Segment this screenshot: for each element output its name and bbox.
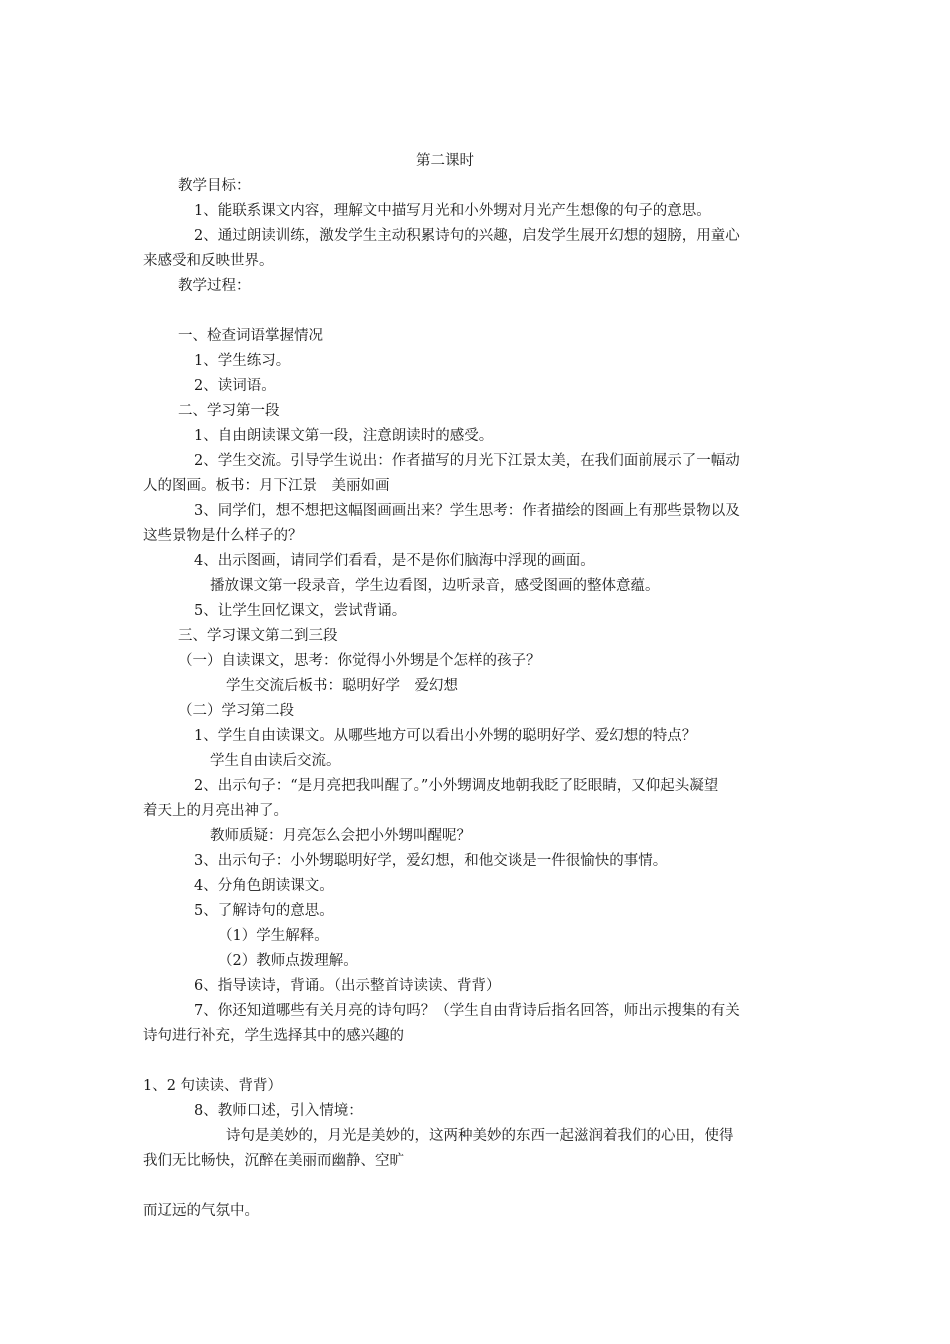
paragraph-line: 7、你还知道哪些有关月亮的诗句吗？（学生自由背诗后指名回答，师出示搜集的有关 [194,1003,740,1019]
paragraph-line: 诗句进行补充，学生选择其中的感兴趣的 [143,1028,404,1044]
paragraph-line: 教师质疑：月亮怎么会把小外甥叫醒呢？ [210,828,471,844]
paragraph-line: 6、指导读诗，背诵。（出示整首诗读读、背背） [194,978,501,994]
paragraph-line: 2、读词语。 [194,378,276,394]
paragraph-line: 8、教师口述，引入情境： [194,1103,363,1119]
paragraph-line: 3、出示句子：小外甥聪明好学，爱幻想，和他交谈是一件很愉快的事情。 [194,853,668,869]
paragraph-line: 1、学生自由读课文。从哪些地方可以看出小外甥的聪明好学、爱幻想的特点？ [194,728,697,744]
section-heading: 教学过程： [178,278,251,294]
paragraph-line: （一）自读课文，思考：你觉得小外甥是个怎样的孩子？ [178,653,541,669]
paragraph-line: （1）学生解释。 [218,928,329,944]
paragraph-line: 播放课文第一段录音，学生边看图，边听录音，感受图画的整体意蕴。 [210,578,660,594]
paragraph-line: 5、让学生回忆课文，尝试背诵。 [194,603,407,619]
section-heading: 教学目标： [178,178,251,194]
paragraph-line: 2、学生交流。引导学生说出：作者描写的月光下江景太美，在我们面前展示了一幅动 [194,453,740,469]
paragraph-line: （2）教师点拨理解。 [218,953,358,969]
paragraph-line: 5、了解诗句的意思。 [194,903,334,919]
paragraph-line: 4、分角色朗读课文。 [194,878,334,894]
paragraph-line: 1、自由朗读课文第一段，注意朗读时的感受。 [194,428,494,444]
paragraph-line: （二）学习第二段 [178,703,294,719]
paragraph-line: 1、学生练习。 [194,353,291,369]
paragraph-line: 1、能联系课文内容，理解文中描写月光和小外甥对月光产生想像的句子的意思。 [194,203,711,219]
section-heading: 一、检查词语掌握情况 [178,328,323,344]
paragraph-line: 学生自由读后交流。 [210,753,341,769]
paragraph-line: 2、出示句子：“是月亮把我叫醒了。”小外甥调皮地朝我眨了眨眼睛，又仰起头凝望 [194,778,719,794]
paragraph-line: 4、出示图画，请同学们看看，是不是你们脑海中浮现的画面。 [194,553,595,569]
paragraph-line: 3、同学们，想不想把这幅图画画出来？学生思考：作者描绘的图画上有那些景物以及 [194,503,740,519]
paragraph-line: 人的图画。板书：月下江景 美丽如画 [143,478,390,494]
paragraph-line: 而辽远的气氛中。 [143,1203,259,1219]
paragraph-line: 2、通过朗读训练，激发学生主动积累诗句的兴趣，启发学生展开幻想的翅膀，用童心 [194,228,740,244]
paragraph-line: 着天上的月亮出神了。 [143,803,288,819]
paragraph-line: 1、2 句读读、背背） [143,1078,283,1094]
section-heading: 二、学习第一段 [178,403,280,419]
paragraph-line: 诗句是美妙的，月光是美妙的，这两种美妙的东西一起滋润着我们的心田，使得 [226,1128,734,1144]
section-heading: 三、学习课文第二到三段 [178,628,338,644]
page-title: 第二课时 [416,153,474,169]
paragraph-line: 这些景物是什么样子的？ [143,528,303,544]
paragraph-line: 来感受和反映世界。 [143,253,274,269]
paragraph-line: 我们无比畅快，沉醉在美丽而幽静、空旷 [143,1153,404,1169]
paragraph-line: 学生交流后板书：聪明好学 爱幻想 [226,678,458,694]
